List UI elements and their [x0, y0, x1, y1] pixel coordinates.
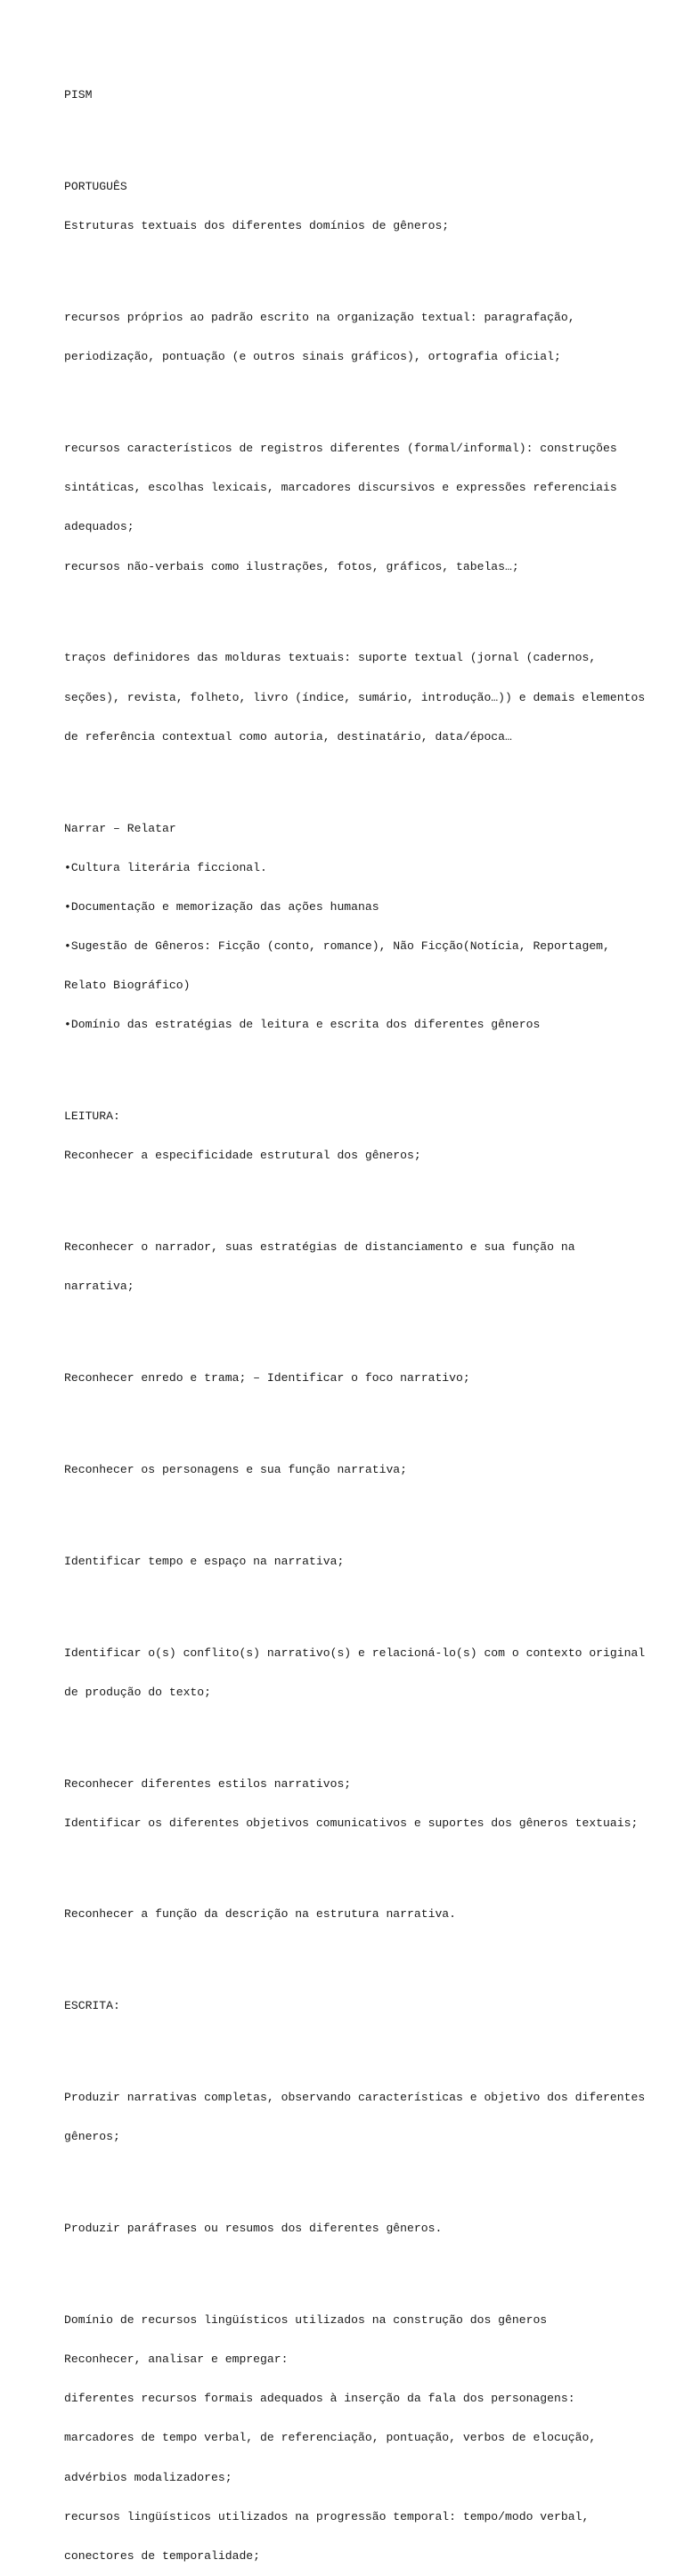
intro-line: Estruturas textuais dos diferentes domínios de gêneros;: [64, 219, 450, 233]
leitura-item: Reconhecer a função da descrição na estrutura narrativa.: [64, 1907, 457, 1922]
blank-line: [64, 1189, 670, 1202]
tracos-line: de referência contextual como autoria, destinatário, data/época…: [64, 729, 512, 744]
leitura-item: Reconhecer enredo e trama; – Identificar o foco narrativo;: [64, 1370, 470, 1385]
tracos-line: seções), revista, folheto, livro (índice, sumário, introdução…)) e demais elementos: [64, 690, 646, 704]
dominio-line: advérbios modalizadores;: [64, 2470, 232, 2484]
blank-line: [64, 2170, 670, 2183]
blank-line: [64, 1726, 670, 1739]
dominio-line: conectores de temporalidade;: [64, 2548, 261, 2563]
blank-line: [64, 390, 670, 403]
blank-line: [64, 1320, 670, 1333]
escrita-item: Produzir paráfrases ou resumos dos diferentes gêneros.: [64, 2222, 443, 2236]
narrar-bullet: •Cultura literária ficcional.: [64, 860, 267, 874]
leitura-item: de produção do texto;: [64, 1685, 212, 1699]
subject-heading: PORTUGUÊS: [64, 180, 127, 194]
dominio-line: diferentes recursos formais adequados à inserção da fala dos personagens:: [64, 2392, 575, 2406]
recursos-caracteristicos-line: sintáticas, escolhas lexicais, marcadores discursivos e expressões referenciais: [64, 481, 617, 495]
tracos-line: traços definidores das molduras textuais: suporte textual (jornal (cadernos,: [64, 651, 597, 665]
blank-line: [64, 770, 670, 784]
dominio-line: marcadores de tempo verbal, de referenciação, pontuação, verbos de elocução,: [64, 2431, 597, 2445]
leitura-item: Identificar tempo e espaço na narrativa;: [64, 1554, 345, 1568]
recursos-caracteristicos-line: recursos não-verbais como ilustrações, fotos, gráficos, tabelas…;: [64, 559, 519, 573]
escrita-heading: ESCRITA:: [64, 1999, 120, 2013]
dominio-line: Domínio de recursos lingüísticos utilizados na construção dos gêneros: [64, 2313, 548, 2328]
leitura-item: Identificar o(s) conflito(s) narrativo(s) e relacioná-lo(s) com o contexto original: [64, 1646, 646, 1660]
blank-line: [64, 259, 670, 272]
blank-line: [64, 1503, 670, 1516]
dominio-line: recursos lingüísticos utilizados na progressão temporal: tempo/modo verbal,: [64, 2509, 590, 2523]
blank-line: [64, 1411, 670, 1425]
leitura-item: Reconhecer o narrador, suas estratégias de distanciamento e sua função na: [64, 1239, 575, 1254]
escrita-item: Produzir narrativas completas, observando características e objetivo dos diferentes: [64, 2091, 646, 2105]
blank-line: [64, 2262, 670, 2275]
leitura-item: Identificar os diferentes objetivos comunicativos e suportes dos gêneros textuais;: [64, 1816, 639, 1830]
dominio-line: Reconhecer, analisar e empregar:: [64, 2353, 289, 2367]
leitura-heading: LEITURA:: [64, 1109, 120, 1123]
narrar-heading: Narrar – Relatar: [64, 821, 176, 835]
narrar-bullet: •Documentação e memorização das ações humanas: [64, 899, 379, 914]
blank-line: [64, 129, 670, 142]
blank-line: [64, 1857, 670, 1870]
blank-line: [64, 1948, 670, 1962]
leitura-item: Reconhecer os personagens e sua função narrativa;: [64, 1462, 408, 1476]
blank-line: [64, 2039, 670, 2052]
escrita-item: gêneros;: [64, 2130, 120, 2144]
blank-line: [64, 1058, 670, 1071]
recursos-proprios-line: recursos próprios ao padrão escrito na organização textual: paragrafação,: [64, 311, 575, 325]
recursos-proprios-line: periodização, pontuação (e outros sinais gráficos), ortografia oficial;: [64, 350, 561, 364]
recursos-caracteristicos-line: recursos característicos de registros diferentes (formal/informal): construções: [64, 442, 617, 456]
blank-line: [64, 600, 670, 614]
leitura-item: Reconhecer a especificidade estrutural dos gêneros;: [64, 1148, 421, 1162]
recursos-caracteristicos-line: adequados;: [64, 520, 134, 534]
narrar-bullet-continuation: Relato Biográfico): [64, 978, 191, 992]
narrar-bullet: •Sugestão de Gêneros: Ficção (conto, romance), Não Ficção(Notícia, Reportagem,: [64, 939, 610, 953]
document-title: PISM: [64, 88, 93, 102]
document-page: [64, 63, 670, 2576]
blank-line: [64, 1595, 670, 1608]
leitura-item: narrativa;: [64, 1279, 134, 1293]
narrar-bullet: •Domínio das estratégias de leitura e escrita dos diferentes gêneros: [64, 1017, 541, 1031]
leitura-item: Reconhecer diferentes estilos narrativos;: [64, 1776, 352, 1791]
